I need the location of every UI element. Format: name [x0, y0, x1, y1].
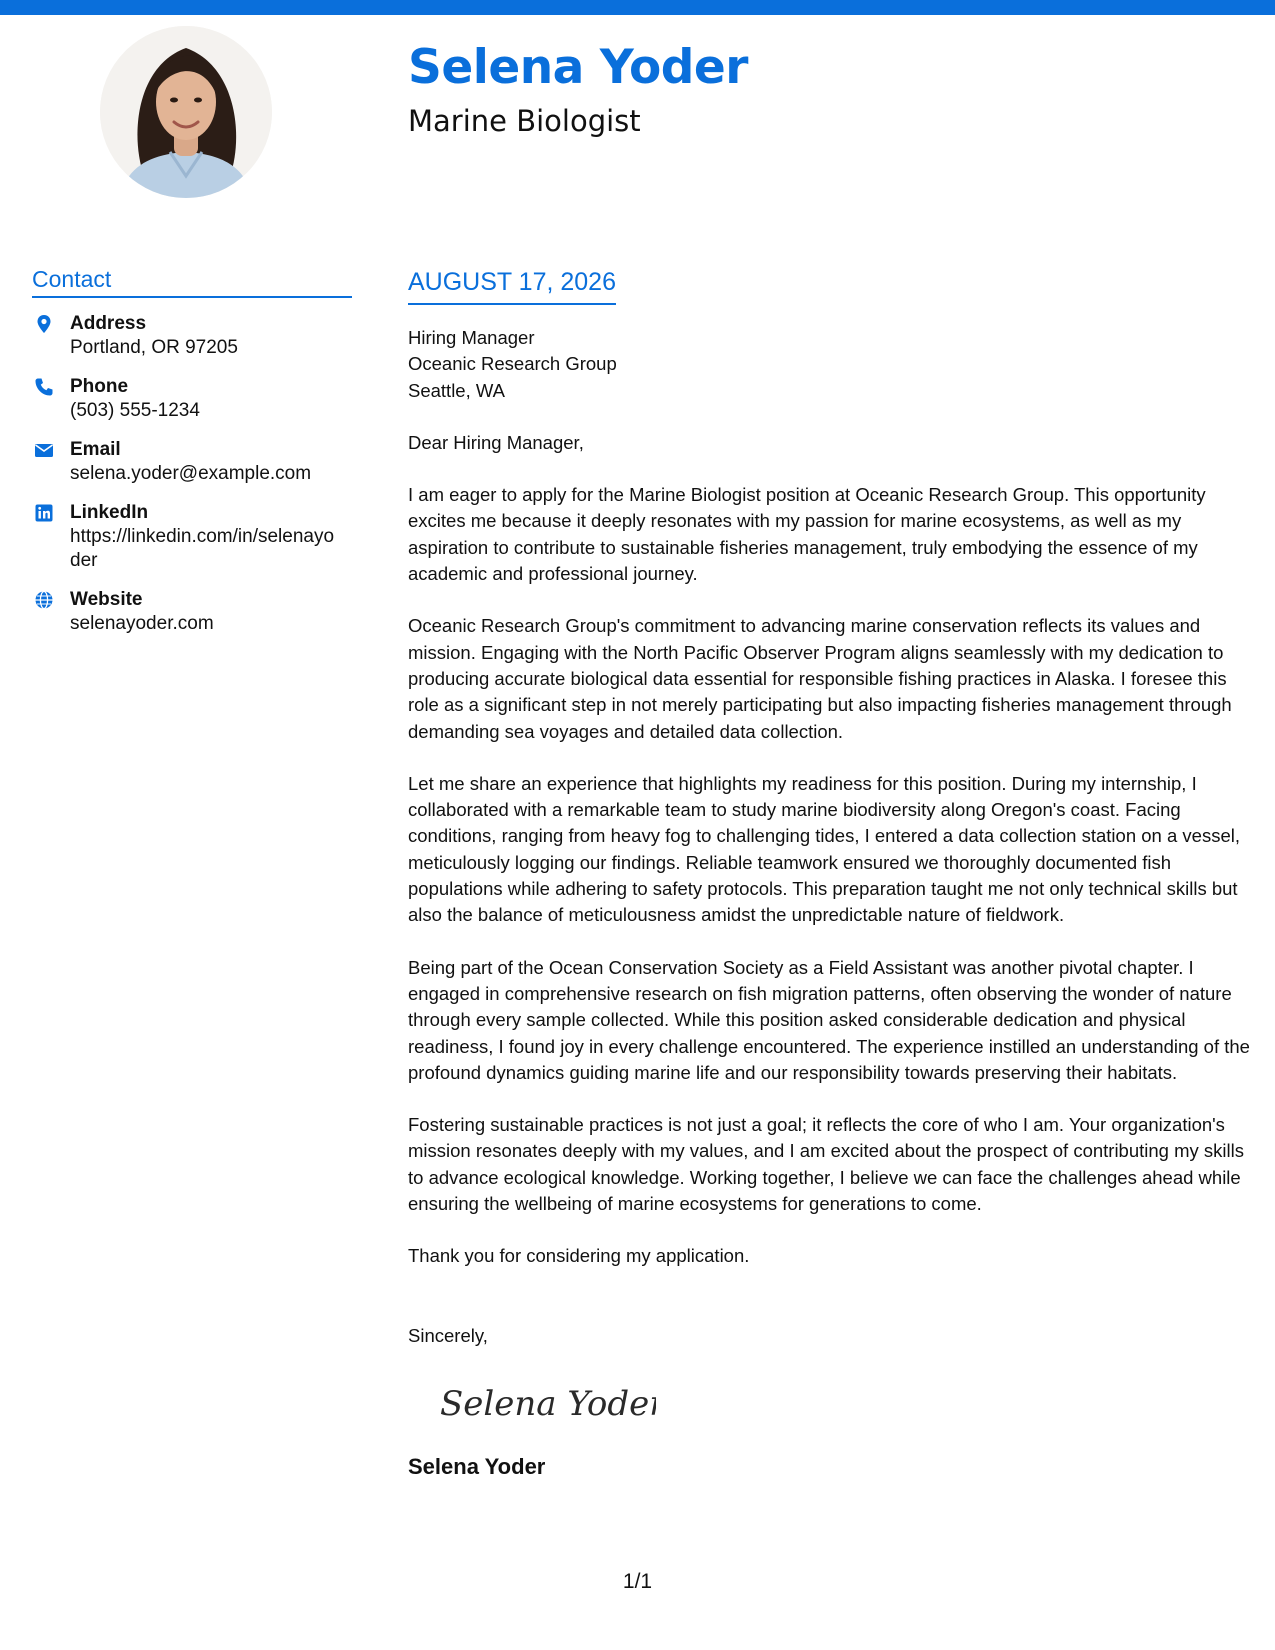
- contact-value: (503) 555-1234: [70, 400, 200, 421]
- contact-label: Email: [70, 439, 121, 460]
- handwritten-signature: [436, 1369, 656, 1439]
- contact-label: Address: [70, 313, 147, 334]
- map-pin-icon: [34, 314, 54, 334]
- page-number: 1/1: [622, 1570, 653, 1593]
- contact-email: [32, 438, 352, 486]
- recipient-block: [408, 325, 1253, 404]
- recipient-line: Seattle, WA: [408, 379, 505, 401]
- contact-heading: Contact: [32, 266, 352, 298]
- applicant-name: Selena Yoder: [408, 40, 748, 95]
- contact-phone: [32, 375, 352, 423]
- email-icon: [34, 440, 54, 460]
- letter-body: [408, 268, 1253, 1480]
- contact-label: Website: [70, 589, 143, 610]
- globe-icon: [34, 590, 54, 610]
- contact-address: [32, 312, 352, 360]
- letter-paragraph: I am eager to apply for the Marine Biologist position at Oceanic Research Group. This opportunity excites me because it deeply resonates with my passion for marine ecosystems, as well as my aspiration to contribute to sustainable fisheries management, truly embodying the essence of my academic and professional journey.: [408, 484, 1206, 585]
- signed-name: Selena Yoder: [408, 1453, 546, 1479]
- linkedin-icon: [34, 503, 54, 523]
- contact-label: Phone: [70, 376, 129, 397]
- contact-value[interactable]: https://linkedin.com/in/selenayoder: [70, 526, 335, 571]
- letter-paragraph: Fostering sustainable practices is not just a goal; it reflects the core of who I am. Your organization's mission resonates deeply with my values, and I am excited about the prospect of contributing my skills to advance ecological knowledge. Working together, I believe we can face the challenges ahead while ensuring the wellbeing of marine ecosystems for generations to come.: [408, 1114, 1244, 1215]
- top-accent-bar: [0, 0, 1275, 15]
- letter-paragraph: Oceanic Research Group's commitment to advancing marine conservation reflects its values and mission. Engaging with the North Pacific Observer Program aligns seamlessly with my dedication to producing accurate biological data essential for responsible fishing practices in Alaska. I foresee this role as a significant step in not merely participating but also impacting fisheries management through demanding sea voyages and detailed data collection.: [408, 615, 1232, 742]
- recipient-line: Oceanic Research Group: [408, 353, 617, 375]
- signature-text: Selena Yoder: [440, 1383, 656, 1424]
- phone-icon: [34, 377, 54, 397]
- thanks-line: Thank you for considering my application.: [408, 1245, 750, 1267]
- profile-photo: [100, 26, 272, 198]
- letter-date: AUGUST 17, 2026: [408, 268, 616, 305]
- job-title: Marine Biologist: [408, 104, 641, 138]
- contact-value[interactable]: selenayoder.com: [70, 613, 214, 634]
- letter-paragraph: Being part of the Ocean Conservation Society as a Field Assistant was another pivotal chapter. I engaged in comprehensive research on fish migration patterns, often observing the wonder of nature through every sample collected. While this position asked considerable dedication and physical readiness, I found joy in every challenge encountered. The experience instilled an understanding of the profound dynamics guiding marine life and our responsibility towards preserving their habitats.: [408, 956, 1250, 1083]
- contact-sidebar: [32, 266, 352, 651]
- recipient-line: Hiring Manager: [408, 327, 535, 348]
- closing: Sincerely,: [408, 1324, 488, 1346]
- contact-value: Portland, OR 97205: [70, 337, 238, 358]
- contact-label: LinkedIn: [70, 502, 149, 523]
- contact-website: [32, 588, 352, 636]
- letter-paragraph: Let me share an experience that highlights my readiness for this position. During my internship, I collaborated with a remarkable team to study marine biodiversity along Oregon's coast. Facing conditions, ranging from heavy fog to challenging tides, I entered a data collection station on a vessel, meticulously logging our findings. Reliable teamwork ensured we thoroughly documented fish populations while adhering to safety protocols. This preparation taught me not only technical skills but also the balance of meticulousness amidst the unpredictable nature of fieldwork.: [408, 772, 1240, 926]
- contact-value[interactable]: selena.yoder@example.com: [70, 463, 312, 484]
- salutation: Dear Hiring Manager,: [408, 431, 584, 453]
- contact-linkedin: [32, 501, 352, 573]
